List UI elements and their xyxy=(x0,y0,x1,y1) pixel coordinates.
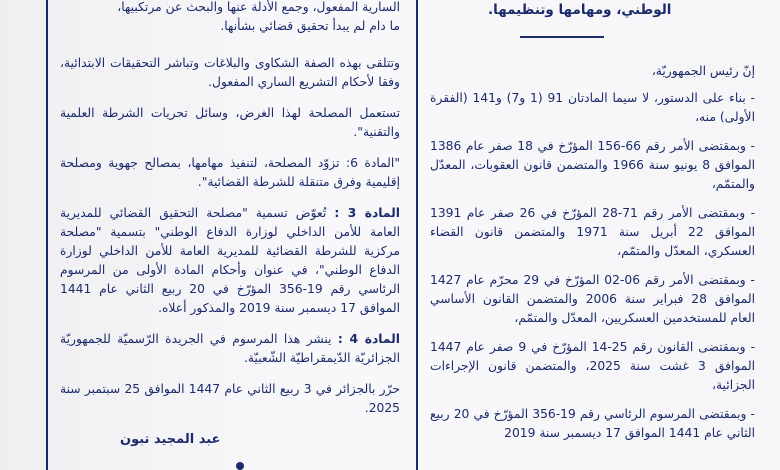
article-label: المادة 4 : xyxy=(337,332,400,346)
paragraph: - وبمقتضى المرسوم الرئاسي رقم 19-356 المؤرّخ في 20 ربيع الثاني عام 1441 الموافق 17 ديسمبر سنة 2019 xyxy=(430,407,755,440)
paragraph: تستعمل المصلحة لهذا الغرض، وسائل تحريات الشرطة العلمية والتقنية". xyxy=(60,106,400,139)
left-column xyxy=(60,0,400,418)
paragraph: - بناء على الدستور، لا سيما المادتان 91 (1 و7) و141 (الفقرة الأولى) منه، xyxy=(430,91,755,124)
paragraph: إنّ رئيس الجمهوريّة، xyxy=(651,64,755,78)
paragraph: - وبمقتضى القانون رقم 25-14 المؤرّخ في 9 صفر عام 1447 الموافق 3 غشت سنة 2025، والمتضمن قانون الإجراءات الجزائية، xyxy=(430,340,756,392)
paragraph: - وبمقتضى الأمر رقم 06-02 المؤرّخ في 29 محرّم عام 1427 الموافق 28 فبراير سنة 2006 والمتضمن القانون الأساسي العام للمستخدمين العسكريين، المعدّل والمتمّم، xyxy=(430,273,756,325)
paragraph: "المادة 6: تزوّد المصلحة، لتنفيذ مهامها، بمصالح جهوية ومصلحة إقليمية وفرق متنقلة للشرطة القضائية". xyxy=(60,156,400,189)
article-text: ينشر هذا المرسوم في الجريدة الرّسميّة للجمهوريّة الجزائريّة الدّيمقراطيّة الشّعبيّة. xyxy=(60,332,400,365)
right-heading: الوطني، ومهامها وتنظيمها. xyxy=(488,2,672,18)
paragraph: - وبمقتضى الأمر رقم 66-156 المؤرّخ في 18 صفر عام 1386 الموافق 8 يونيو سنة 1966 والمتضمن قانون العقوبات، المعدّل والمتمّم، xyxy=(430,139,755,191)
column-divider xyxy=(416,0,418,470)
paragraph: السارية المفعول، وجمع الأدلة عنها والبحث عن مرتكبيها، xyxy=(117,0,400,14)
emblem-mark xyxy=(236,462,244,470)
paragraph: حرّر بالجزائر في 3 ربيع الثاني عام 1447 الموافق 25 سبتمبر سنة 2025. xyxy=(60,382,400,415)
paragraph: ما دام لم يبدأ تحقيق قضائي بشأنها. xyxy=(220,19,400,33)
article-label: المادة 3 : xyxy=(334,206,400,220)
signature: عبد المجيد تبون xyxy=(120,432,221,447)
article-4 xyxy=(60,330,400,368)
article-text: تُعوّض تسمية "مصلحة التحقيق القضائي للمديرية العامة للأمن الداخلي لوزارة الدفاع الوطني" بتسمية "مصلحة مركزية للشرطة القضائية للمديرية العامة للأمن الداخلي لوزارة الدفاع الوطني"، في عنوان وأحكام المادة الأولى من المرسوم الرئاسي رقم 19-356 المؤرّخ في 20 ربيع الثاني عام 1441 الموافق 17 ديسمبر سنة 2019 والمذكور أعلاه. xyxy=(60,206,401,315)
heading-rule xyxy=(520,36,604,38)
paragraph: وتتلقى بهذه الصفة الشكاوى والبلاغات وتباشر التحقيقات الابتدائية، وفقا لأحكام التشريع الساري المفعول. xyxy=(60,56,400,89)
right-column xyxy=(430,62,755,443)
paragraph: - وبمقتضى الأمر رقم 71-28 المؤرّخ في 26 صفر عام 1391 الموافق 22 أبريل سنة 1971 والمتضمن قانون القضاء العسكري، المعدّل والمتمّم، xyxy=(430,206,756,258)
article-3 xyxy=(60,204,400,318)
